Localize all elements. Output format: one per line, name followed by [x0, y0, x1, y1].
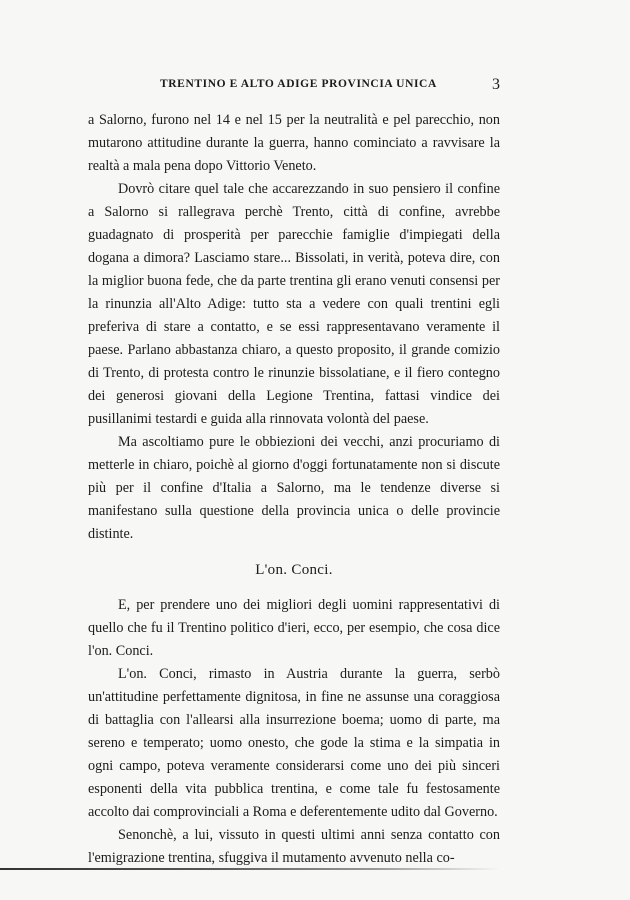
section-heading: L'on. Conci.: [255, 562, 333, 578]
paragraph: L'on. Conci, rimasto in Austria durante la guerra, serbò un'attitudine perfettamente dignitosa, in fine ne assunse una coraggiosa di battaglia con l'allearsi alla insurrezione boema; uomo di parte, ma sereno e temperato; uomo onesto, che gode la stima e la simpatia in ogni campo, poteva veramente considerarsi come uno dei più sinceri esponenti della vita pubblica trentina, e come tale fu festosamente accolto dai comprovinciali a Roma e deferentemente udito dal Governo.: [88, 666, 500, 820]
running-title: TRENTINO E ALTO ADIGE PROVINCIA UNICA: [160, 78, 437, 90]
body-text: [88, 109, 500, 870]
page-number: 3: [492, 76, 500, 93]
paragraph: Ma ascoltiamo pure le obbiezioni dei vecchi, anzi procuriamo di metterle in chiaro, poichè al giorno d'oggi fortunatamente non si discute più per il confine d'Italia a Salorno, ma le tendenze diverse si manifestano sulla questione della provincia unica o delle provincie distinte.: [88, 434, 500, 542]
page-edge-rule: [0, 868, 500, 870]
paragraph: a Salorno, furono nel 14 e nel 15 per la neutralità e pel parecchio, non mutarono attitudine durante la guerra, hanno cominciato a ravvisare la realtà a mala pena dopo Vittorio Veneto.: [88, 112, 500, 174]
running-head: [90, 78, 500, 98]
paragraph: Dovrò citare quel tale che accarezzando in suo pensiero il confine a Salorno si rallegrava perchè Trento, città di confine, avrebbe guadagnato di prosperità per parecchie famiglie d'impiegati della dogana a dimora? Lasciamo stare... Bissolati, in verità, poteva dire, con la miglior buona fede, che da parte trentina gli erano venuti consensi per la rinunzia all'Alto Adige: tutto sta a vedere con quali trentini egli preferiva di stare a contatto, e se essi rappresentavano veramente il paese. Parlano abbastanza chiaro, a questo proposito, il grande comizio di Trento, di protesta contro le rinunzie bissolatiane, e il fiero contegno dei generosi giovani della Legione Trentina, fattasi vindice dei pusillanimi testardi e guida alla rinnovata volontà del paese.: [88, 181, 500, 427]
paragraph: E, per prendere uno dei migliori degli uomini rappresentativi di quello che fu il Trentino politico d'ieri, ecco, per esempio, che cosa dice l'on. Conci.: [88, 597, 500, 659]
paragraph: Senonchè, a lui, vissuto in questi ultimi anni senza contatto con l'emigrazione trentina, sfuggiva il mutamento avvenuto nella co-: [88, 827, 500, 866]
